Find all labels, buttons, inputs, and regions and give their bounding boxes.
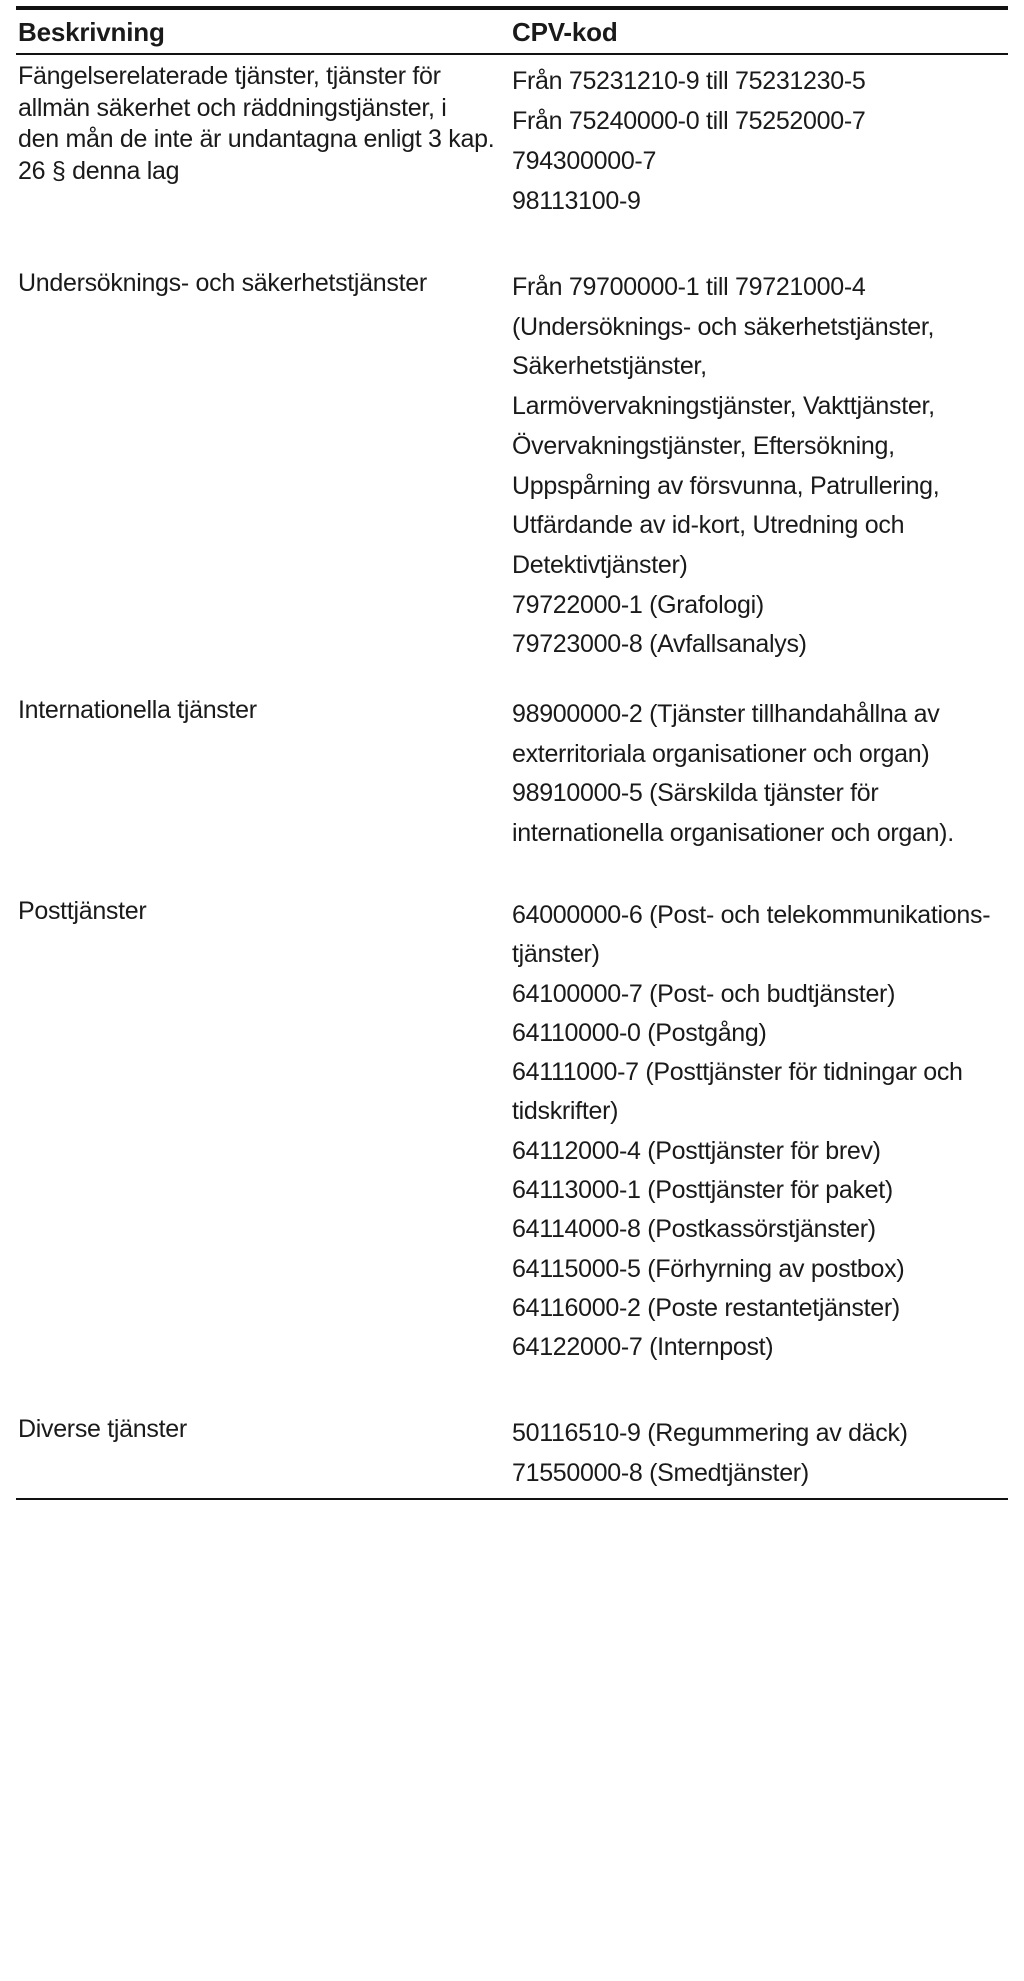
cpv-line: 98900000-2 (Tjänster tillhandahållna av xyxy=(512,700,940,728)
cpv-line: Larmövervakningstjänster, Vakttjänster, xyxy=(512,392,935,421)
row-cpv-codes xyxy=(512,695,1008,853)
table-header-rule xyxy=(16,53,1008,55)
cpv-line: 64000000-6 (Post- och telekommunikations- xyxy=(512,901,991,929)
description-line: Fängelserelaterade tjänster, tjänster för xyxy=(18,62,441,90)
cpv-line: internationella organisationer och organ). xyxy=(512,818,954,847)
row-cpv-codes xyxy=(512,1414,1008,1493)
cpv-line: 64122000-7 (Internpost) xyxy=(512,1333,774,1362)
cpv-line: 64100000-7 (Post- och budtjänster) xyxy=(512,979,896,1008)
description-line: Diverse tjänster xyxy=(18,1415,187,1443)
row-cpv-codes xyxy=(512,896,1008,1368)
description-line: 26 § denna lag xyxy=(18,156,180,185)
cpv-line: Från 75240000-0 till 75252000-7 xyxy=(512,107,866,135)
cpv-line: tidskrifter) xyxy=(512,1097,619,1126)
cpv-line: 50116510-9 (Regummering av däck) xyxy=(512,1419,908,1447)
row-description xyxy=(18,61,498,187)
cpv-line: Utfärdande av id-kort, Utredning och xyxy=(512,511,905,540)
cpv-line: 98113100-9 xyxy=(512,187,641,215)
cpv-line: 794300000-7 xyxy=(512,147,657,175)
cpv-line: 79722000-1 (Grafologi) xyxy=(512,590,764,619)
cpv-line: Övervakningstjänster, Eftersökning, xyxy=(512,431,895,460)
cpv-line: 64115000-5 (Förhyrning av postbox) xyxy=(512,1254,905,1283)
cpv-line: Säkerhetstjänster, xyxy=(512,352,707,381)
cpv-line: 64113000-1 (Posttjänster för paket) xyxy=(512,1176,893,1205)
cpv-line: 98910000-5 (Särskilda tjänster för xyxy=(512,779,879,807)
cpv-line: 64111000-7 (Posttjänster för tidningar och xyxy=(512,1058,963,1087)
description-line: Internationella tjänster xyxy=(18,696,257,724)
cpv-line: 64110000-0 (Postgång) xyxy=(512,1018,767,1047)
cpv-line: 64116000-2 (Poste restantetjänster) xyxy=(512,1293,900,1322)
header-cpv-code: CPV-kod xyxy=(512,17,618,47)
cpv-line: tjänster) xyxy=(512,940,600,969)
description-line: allmän säkerhet och räddningstjänster, i xyxy=(18,93,447,122)
cpv-line: exterritoriala organisationer och organ) xyxy=(512,739,930,768)
cpv-line: (Undersöknings- och säkerhetstjänster, xyxy=(512,312,935,341)
table-top-rule xyxy=(16,6,1008,10)
table-bottom-rule xyxy=(16,1498,1008,1500)
row-description xyxy=(18,896,498,928)
row-cpv-codes xyxy=(512,268,1008,665)
description-line: den mån de inte är undantagna enligt 3 kap. xyxy=(18,125,495,153)
cpv-line: Från 75231210-9 till 75231230-5 xyxy=(512,67,866,95)
cpv-line: 71550000-8 (Smedtjänster) xyxy=(512,1458,809,1487)
row-cpv-codes xyxy=(512,61,1008,221)
description-line: Undersöknings- och säkerhetstjänster xyxy=(18,269,427,297)
cpv-line: Från 79700000-1 till 79721000-4 xyxy=(512,273,866,301)
description-line: Posttjänster xyxy=(18,897,147,925)
cpv-line: 64114000-8 (Postkassörstjänster) xyxy=(512,1215,876,1244)
table-header xyxy=(16,12,1008,52)
cpv-line: Detektivtjänster) xyxy=(512,550,688,579)
row-description xyxy=(18,268,498,300)
cpv-line: Uppspårning av försvunna, Patrullering, xyxy=(512,471,940,500)
cpv-line: 64112000-4 (Posttjänster för brev) xyxy=(512,1136,881,1165)
row-description xyxy=(18,695,498,727)
header-description: Beskrivning xyxy=(18,17,165,47)
row-description xyxy=(18,1414,498,1446)
cpv-line: 79723000-8 (Avfallsanalys) xyxy=(512,630,807,659)
